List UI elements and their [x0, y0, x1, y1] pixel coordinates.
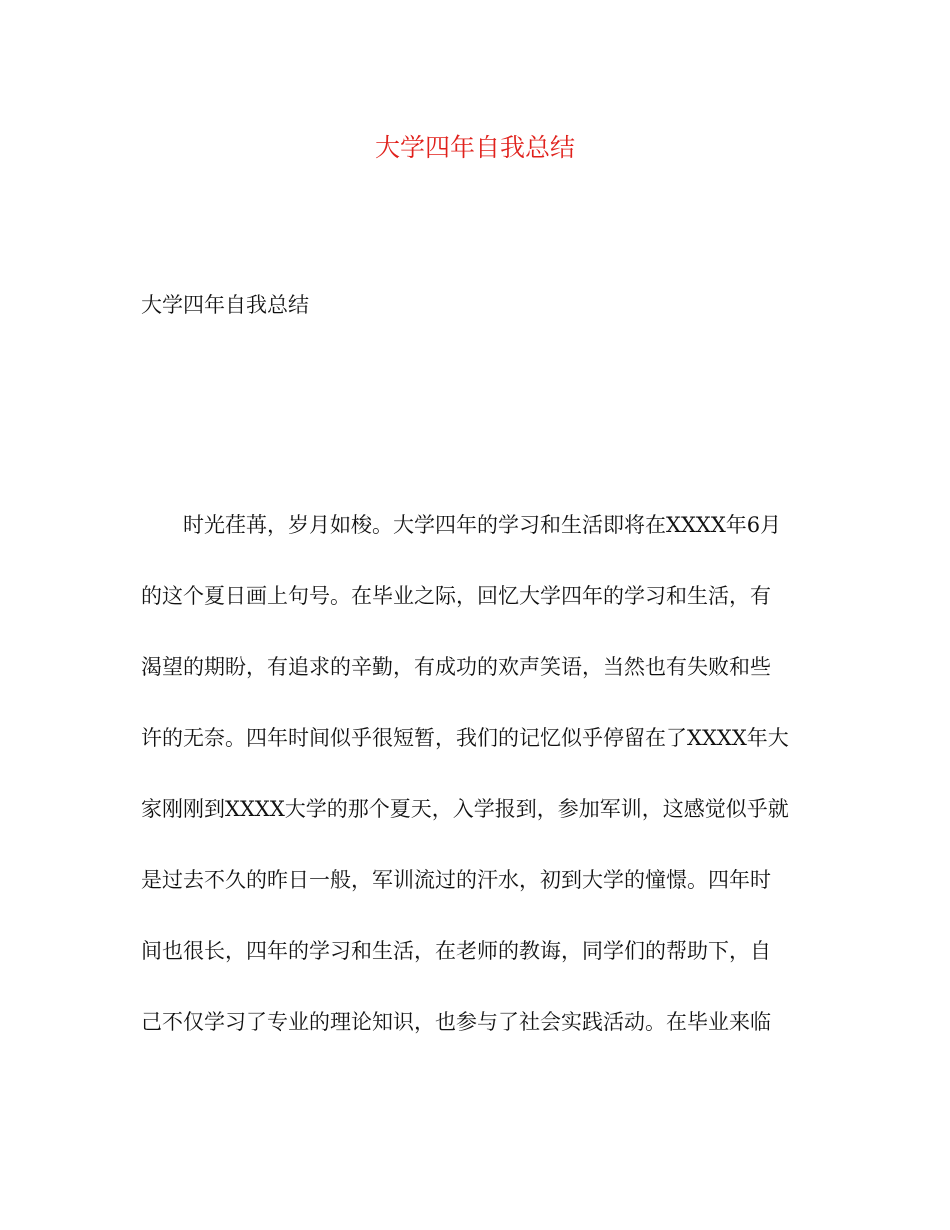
- body-line: 家刚刚到XXXX大学的那个夏天，入学报到，参加军训，这感觉似乎就: [141, 797, 789, 821]
- body-line: 己不仅学习了专业的理论知识，也参与了社会实践活动。在毕业来临: [141, 1010, 771, 1034]
- body-line: 是过去不久的昨日一般，军训流过的汗水，初到大学的憧憬。四年时: [141, 868, 771, 892]
- body-line: 的这个夏日画上句号。在毕业之际，回忆大学四年的学习和生活，有: [141, 584, 771, 608]
- body-line: 渴望的期盼，有追求的辛勤，有成功的欢声笑语，当然也有失败和些: [141, 655, 771, 679]
- body-line: 时光荏苒，岁月如梭。大学四年的学习和生活即将在XXXX年6月: [141, 513, 782, 537]
- body-paragraph: [141, 490, 806, 1058]
- body-line: 许的无奈。四年时间似乎很短暂，我们的记忆似乎停留在了XXXX年大: [141, 726, 789, 750]
- document-title: 大学四年自我总结: [374, 133, 575, 162]
- body-line: 间也很长，四年的学习和生活，在老师的教诲，同学们的帮助下，自: [141, 939, 771, 963]
- document-subtitle: 大学四年自我总结: [141, 293, 309, 317]
